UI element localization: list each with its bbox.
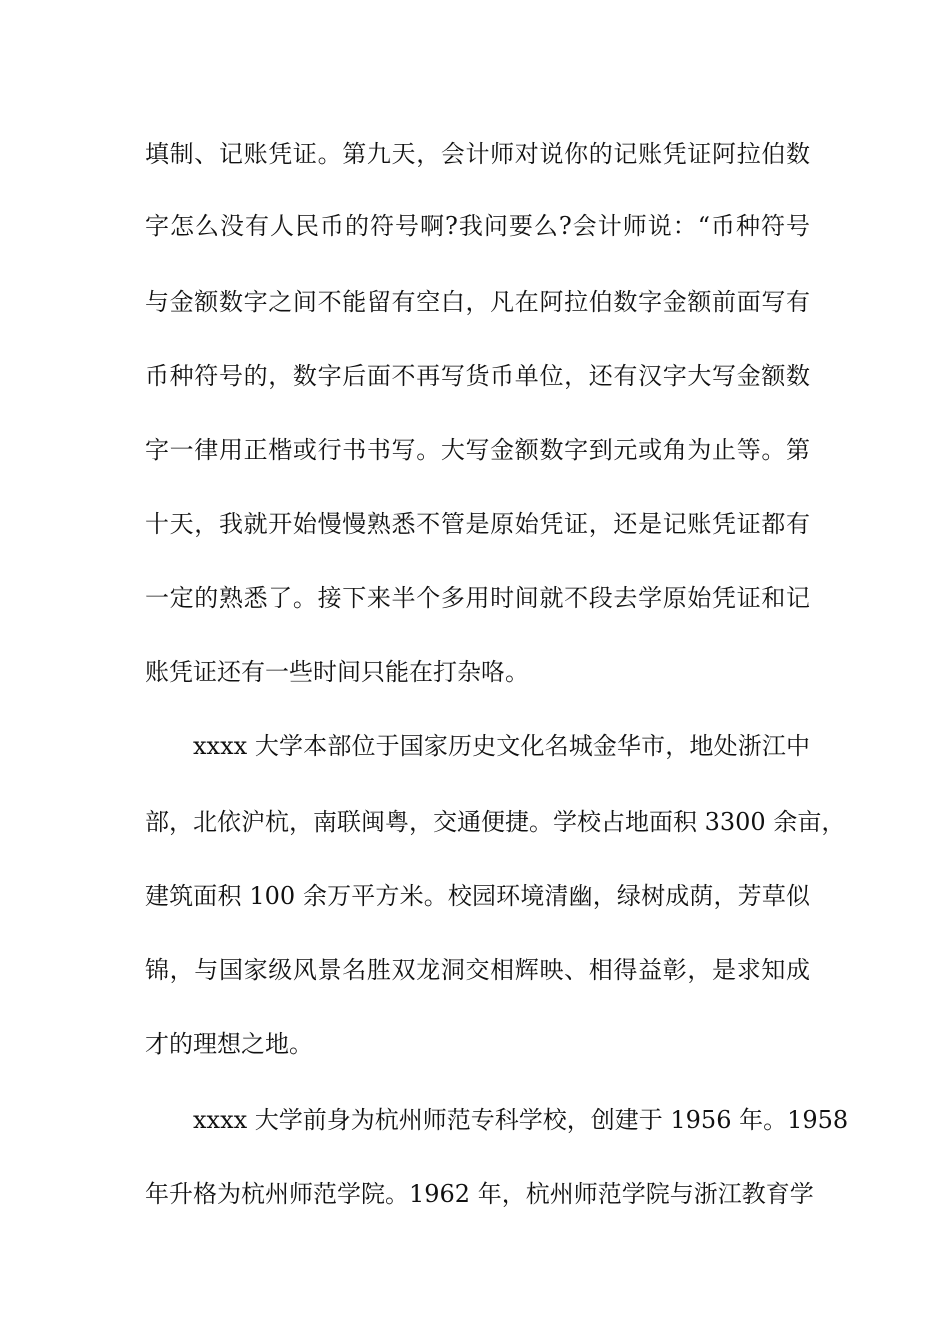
paragraph-1-line-4: 币种符号的，数字后面不再写货币单位，还有汉字大写金额数	[145, 362, 810, 390]
paragraph-1-line-3: 与金额数字之间不能留有空白，凡在阿拉伯数字金额前面写有	[145, 288, 810, 316]
paragraph-1-line-6: 十天，我就开始慢慢熟悉不管是原始凭证，还是记账凭证都有	[145, 510, 810, 538]
paragraph-2-line-2: 部，北依沪杭，南联闽粤，交通便捷。学校占地面积 3300 余亩，	[145, 808, 846, 836]
paragraph-2-line-1: xxxx 大学本部位于国家历史文化名城金华市，地处浙江中	[193, 732, 810, 760]
paragraph-1-line-7: 一定的熟悉了。接下来半个多用时间就不段去学原始凭证和记	[145, 584, 810, 612]
paragraph-2-line-4: 锦，与国家级风景名胜双龙洞交相辉映、相得益彰，是求知成	[145, 956, 810, 984]
paragraph-1-line-1: 填制、记账凭证。第九天，会计师对说你的记账凭证阿拉伯数	[145, 140, 810, 168]
paragraph-3-line-2: 年升格为杭州师范学院。1962 年，杭州师范学院与浙江教育学	[145, 1180, 814, 1208]
paragraph-3-line-1: xxxx 大学前身为杭州师范专科学校，创建于 1956 年。1958	[193, 1106, 849, 1134]
paragraph-1-line-8: 账凭证还有一些时间只能在打杂咯。	[145, 658, 529, 686]
paragraph-1-line-5: 字一律用正楷或行书书写。大写金额数字到元或角为止等。第	[145, 436, 810, 464]
paragraph-1-line-2: 字怎么没有人民币的符号啊?我问要么?会计师说：“币种符号	[145, 212, 810, 240]
paragraph-2-line-3: 建筑面积 100 余万平方米。校园环境清幽，绿树成荫，芳草似	[145, 882, 810, 910]
paragraph-2-line-5: 才的理想之地。	[145, 1030, 313, 1058]
